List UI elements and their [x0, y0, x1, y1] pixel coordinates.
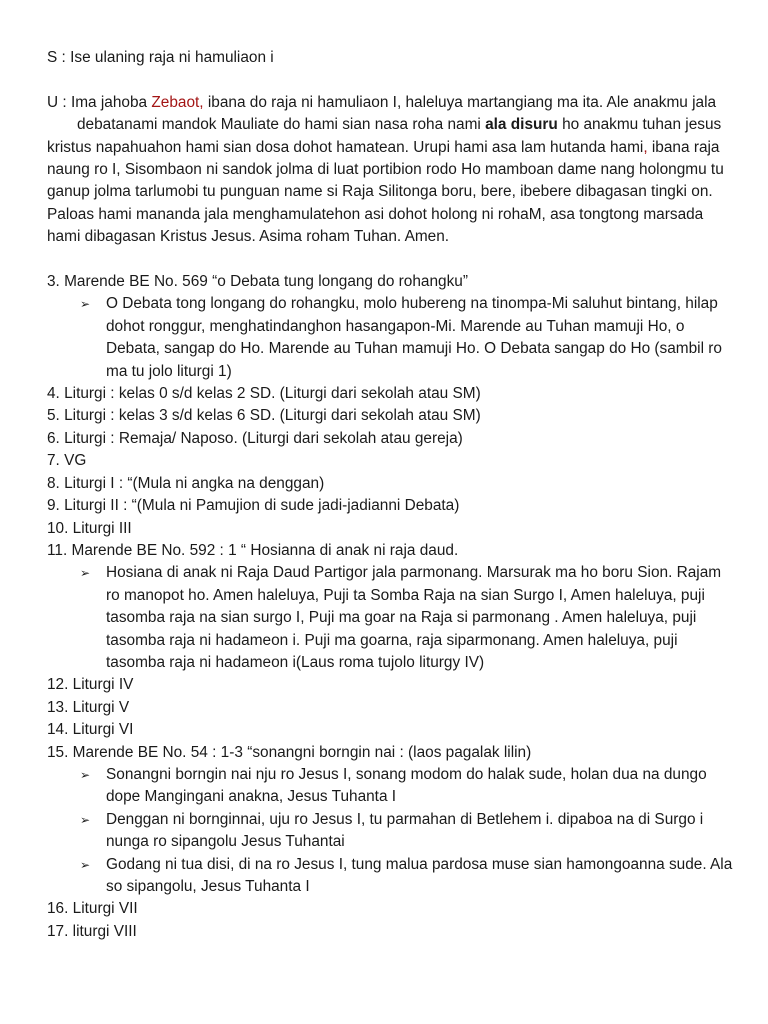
arrow-bullet-icon: ➢ — [80, 297, 91, 312]
blank-line — [47, 249, 737, 271]
document-page — [47, 47, 737, 943]
bullet-item — [47, 562, 737, 674]
item-12: 12. Liturgi IV — [47, 676, 134, 694]
u-text-4: ho anakmu tuhan jesus kristus napahuahon hami sian dosa dohot hamatean. Urupi hami asa lam hutanda hami — [47, 116, 722, 156]
arrow-bullet-icon: ➢ — [80, 767, 91, 782]
arrow-bullet-icon: ➢ — [80, 812, 91, 827]
item-17: 17. liturgi VIII — [47, 922, 137, 940]
arrow-bullet-icon: ➢ — [80, 566, 91, 581]
item-11: 11. Marende BE No. 592 : 1 “ Hosianna di anak ni raja daud. — [47, 541, 459, 559]
item-3: 3. Marende BE No. 569 “o Debata tung longang do rohangku” — [47, 273, 468, 291]
bullet-text: Hosiana di anak ni Raja Daud Partigor jala parmonang. Marsurak ma ho boru Sion. Rajam ro manopot ho. Amen haleluya, Puji ta Somba Raja na sian Surgo I, Amen haleluya, puji tasomba raja na sian surgo I, Puji ma goar na Raja si parmonang . Amen haleluya, puji tasomba raja ni hadameon i. Puji ma goarna, raja siparmonang. Amen haleluya, puji tasomba raja ni hadameon i(Laus roma tujolo liturgy IV) — [106, 564, 722, 671]
u-text-2: ibana do raja ni hamuliaon I, haleluya martangiang ma ita. Ale anakmu jala — [203, 93, 717, 111]
u-text-3: debatanami mandok Mauliate do hami sian nasa roha nami — [77, 116, 486, 134]
item-7: 7. VG — [47, 452, 87, 470]
bullet-item — [47, 293, 737, 383]
bullet-item — [47, 809, 737, 854]
item-8: 8. Liturgi I : “(Mula ni angka na denggan) — [47, 474, 325, 492]
red-comma: , — [643, 138, 648, 156]
zebaot-highlight: Zebaot, — [151, 93, 204, 111]
bullet-text: O Debata tong longang do rohangku, molo hubereng na tinompa-Mi saluhut bintang, hilap dohot ronggur, menghatindanghon hasangapon-Mi. Marende au Tuhan mamuji Ho, o Debata, sangap do Ho. Marende au Tuhan mamuji Ho. O Debata sangap do Ho (sambil ro ma tu jolo liturgi 1) — [106, 295, 722, 380]
item-6: 6. Liturgi : Remaja/ Naposo. (Liturgi dari sekolah atau gereja) — [47, 429, 463, 447]
bullet-text: Sonangni borngin nai nju ro Jesus I, sonang modom do halak sude, holan dua na dungo dope Mangingani anakna, Jesus Tuhanta I — [106, 765, 707, 806]
item-9: 9. Liturgi II : “(Mula ni Pamujion di sude jadi-jadianni Debata) — [47, 497, 460, 515]
u-text-1: U : Ima jahoba — [47, 93, 152, 111]
arrow-bullet-icon: ➢ — [80, 857, 91, 872]
bullet-item — [47, 854, 737, 899]
u-text-5: ibana raja naung ro I, Sisombaon ni sandok jolma di luat portibion rodo Ho mamboan dame nang holongmu tu ganup jolma tarlumobi tu punguan name si Raja Silitonga boru, bere, ibebere dibagasan tingki on. Paloas hami mananda jala menghamulatehon asi dohot holong ni rohaM, asa tongtong marsada hami dibagasan Kristus Jesus. Asima roham Tuhan. Amen. — [47, 138, 724, 246]
s-line: S : Ise ulaning raja ni hamuliaon i — [47, 49, 274, 66]
item-16: 16. Liturgi VII — [47, 900, 138, 918]
bold-phrase: ala disuru — [485, 116, 558, 134]
item-4: 4. Liturgi : kelas 0 s/d kelas 2 SD. (Liturgi dari sekolah atau SM) — [47, 385, 481, 403]
bullet-item — [47, 764, 737, 809]
bullet-text: Denggan ni bornginnai, uju ro Jesus I, tu parmahan di Betlehem i. dipaboa na di Surgo i nunga ro sipangolu Jesus Tuhantai — [106, 810, 704, 851]
bullet-text: Godang ni tua disi, di na ro Jesus I, tung malua pardosa muse sian hamongoanna sude. Ala so sipangolu, Jesus Tuhanta I — [106, 855, 733, 895]
item-13: 13. Liturgi V — [47, 698, 130, 716]
item-5: 5. Liturgi : kelas 3 s/d kelas 6 SD. (Liturgi dari sekolah atau SM) — [47, 407, 481, 425]
item-10: 10. Liturgi III — [47, 519, 132, 537]
item-15: 15. Marende BE No. 54 : 1-3 “sonangni borngin nai : (laos pagalak lilin) — [47, 743, 532, 761]
item-14: 14. Liturgi VI — [47, 721, 134, 739]
u-paragraph — [47, 92, 737, 249]
blank-line — [47, 69, 737, 91]
